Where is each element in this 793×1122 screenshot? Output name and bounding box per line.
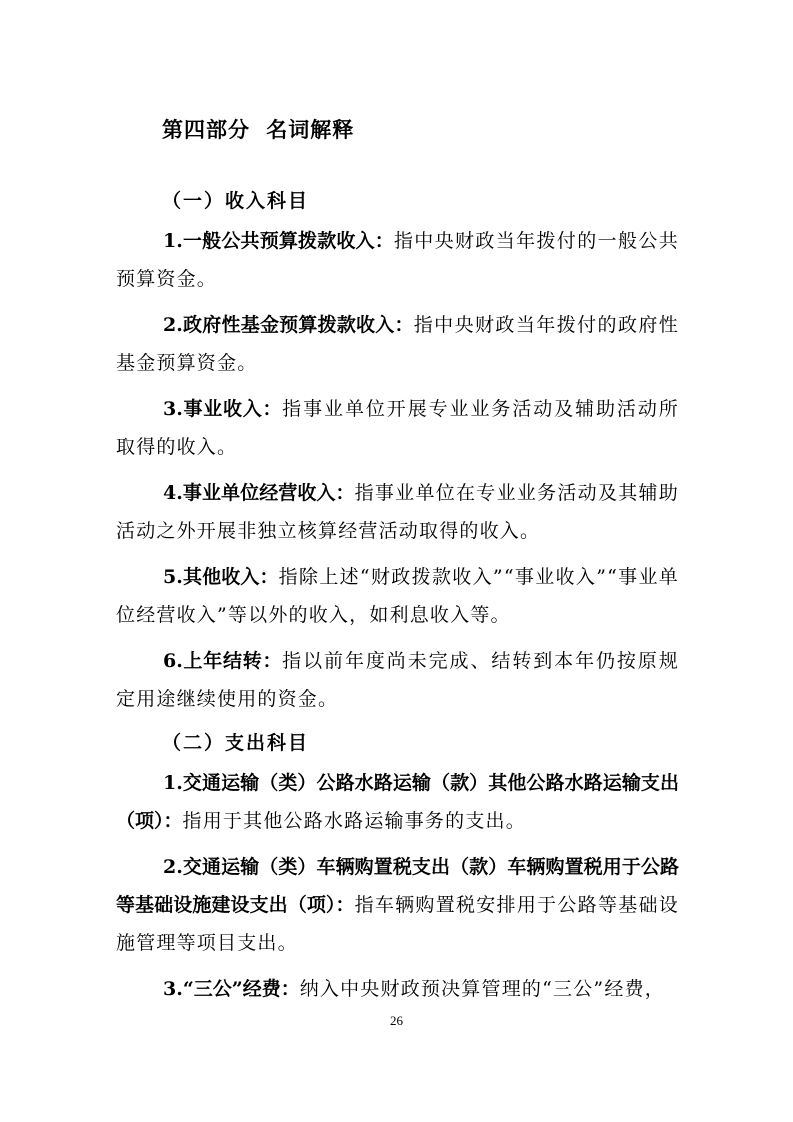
- item-text: 指以前年度尚未完成、结转到本年仍按原规定用途继续使用的资金。: [116, 650, 679, 710]
- item-text: 纳入中央财政预决算管理的“三公”经费，: [299, 978, 665, 1000]
- expense-item-3: [116, 970, 679, 1008]
- expense-item-2: [116, 848, 679, 962]
- income-section-heading: （一）收入科目: [162, 190, 310, 212]
- item-text: 指用于其他公路水路运输事务的支出。: [182, 810, 526, 832]
- item-text: 指中央财政当年拨付的一般公共预算资金。: [116, 230, 679, 290]
- item-term: 4.事业单位经营收入：: [163, 482, 355, 504]
- item-term: 3.“三公”经费：: [163, 978, 300, 1000]
- item-term: 3.事业收入：: [163, 398, 283, 420]
- item-text: 指中央财政当年拨付的政府性基金预算资金。: [116, 314, 679, 374]
- page-title: 第四部分 名词解释: [162, 117, 355, 142]
- item-text: 指车辆购置税安排用于公路等基础设施管理等项目支出。: [116, 894, 679, 954]
- income-item-6: [116, 642, 679, 718]
- income-item-5: [116, 558, 679, 634]
- income-item-2: [116, 306, 679, 382]
- income-item-3: [116, 390, 679, 466]
- expense-item-1: [116, 764, 679, 840]
- income-item-4: [116, 474, 679, 550]
- expense-section-heading: （二）支出科目: [162, 732, 310, 754]
- item-term: 1.交通运输（类）公路水路运输（款）其他公路水路运输支出（项）：: [116, 772, 679, 832]
- item-text: 指事业单位在专业业务活动及其辅助活动之外开展非独立核算经营活动取得的收入。: [116, 482, 679, 542]
- item-term: 5.其他收入：: [163, 566, 279, 588]
- income-item-1: [116, 222, 679, 298]
- item-term: 6.上年结转：: [163, 650, 283, 672]
- item-term: 1.一般公共预算拨款收入：: [163, 230, 394, 252]
- item-text: 指事业单位开展专业业务活动及辅助活动所取得的收入。: [116, 398, 679, 458]
- item-text: 指除上述“财政拨款收入”“事业收入”“事业单位经营收入”等以外的收入，如利息收入等。: [116, 566, 679, 626]
- item-term: 2.政府性基金预算拨款收入：: [163, 314, 414, 336]
- page-number: 26: [390, 1013, 403, 1028]
- item-term: 2.交通运输（类）车辆购置税支出（款）车辆购置税用于公路等基础设施建设支出（项）：: [116, 856, 679, 916]
